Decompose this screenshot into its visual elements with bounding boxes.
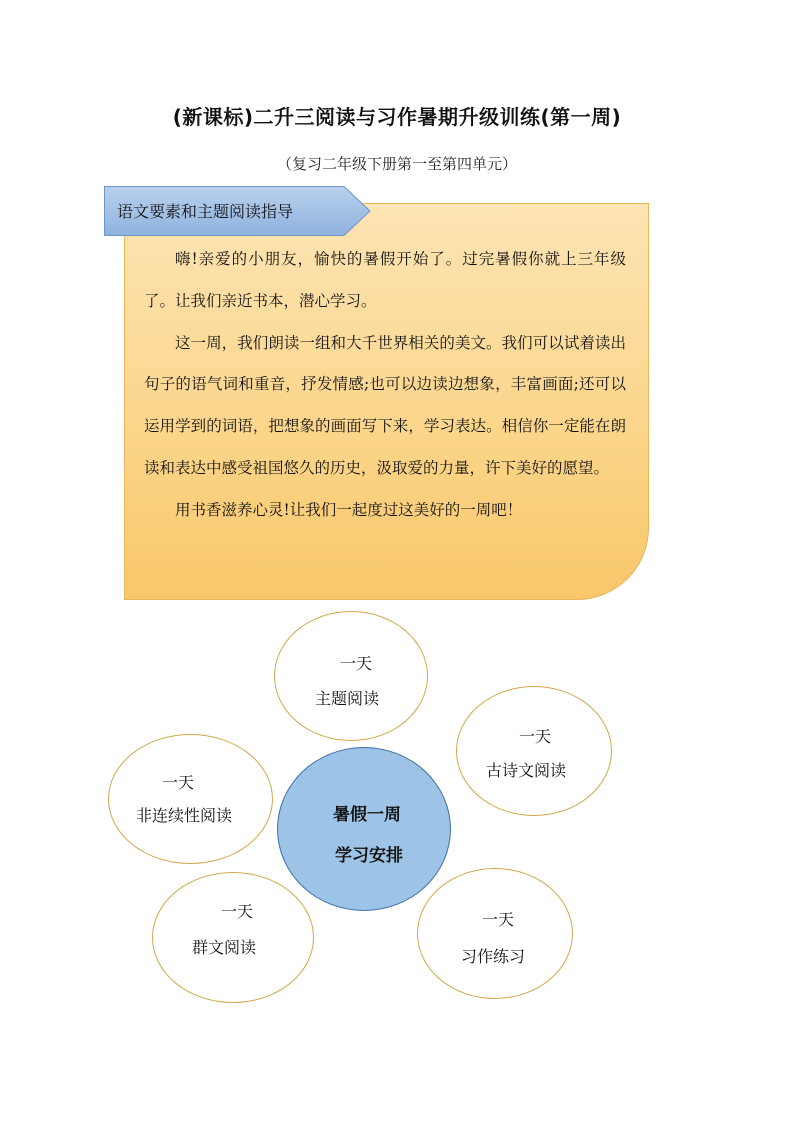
schedule-circle-topic: 非连续性阅读 [136,806,233,825]
schedule-circle-day: 一天 [519,727,552,746]
schedule-circle-topic: 主题阅读 [315,689,380,708]
page-subtitle: （复习二年级下册第一至第四单元） [276,155,517,173]
schedule-circle-day: 一天 [482,910,515,929]
guide-paragraph-3: 用书香滋养心灵!让我们一起度过这美好的一周吧！ [175,500,523,519]
schedule-circle-day: 一天 [340,654,373,673]
reading-guide-text [144,239,626,532]
schedule-circle-day: 一天 [162,773,195,792]
schedule-center-circle [277,747,451,911]
section-banner [104,186,371,236]
section-banner-label: 语文要素和主题阅读指导 [117,202,294,221]
schedule-center-line2: 学习安排 [335,846,403,866]
guide-paragraph-1: 嗨!亲爱的小朋友，愉快的暑假开始了。过完暑假你就上三年级了。让我们亲近书本，潜心学习。 [144,250,626,310]
schedule-circle-topic: 习作练习 [461,947,526,966]
schedule-circle-topic: 群文阅读 [192,938,257,957]
guide-paragraph-2: 这一周，我们朗读一组和大千世界相关的美文。我们可以试着读出句子的语气词和重音，抒发情感;也可以边读边想象，丰富画面;还可以运用学到的词语，把想象的画面写下来，学习表达。相信你一定能在朗读和表达中感受祖国悠久的历史，汲取爱的力量，许下美好的愿望。 [144,333,626,477]
page-title: (新课标)二升三阅读与习作暑期升级训练(第一周) [172,105,622,129]
schedule-center-line1: 暑假一周 [333,805,401,825]
schedule-circle-ancient-poetry [456,686,612,816]
schedule-circle-day: 一天 [221,902,254,921]
schedule-circle-writing [417,868,573,999]
schedule-circle-theme-reading [274,611,428,741]
schedule-circle-topic: 古诗文阅读 [486,761,567,780]
schedule-circle-non-continuous [108,734,273,864]
